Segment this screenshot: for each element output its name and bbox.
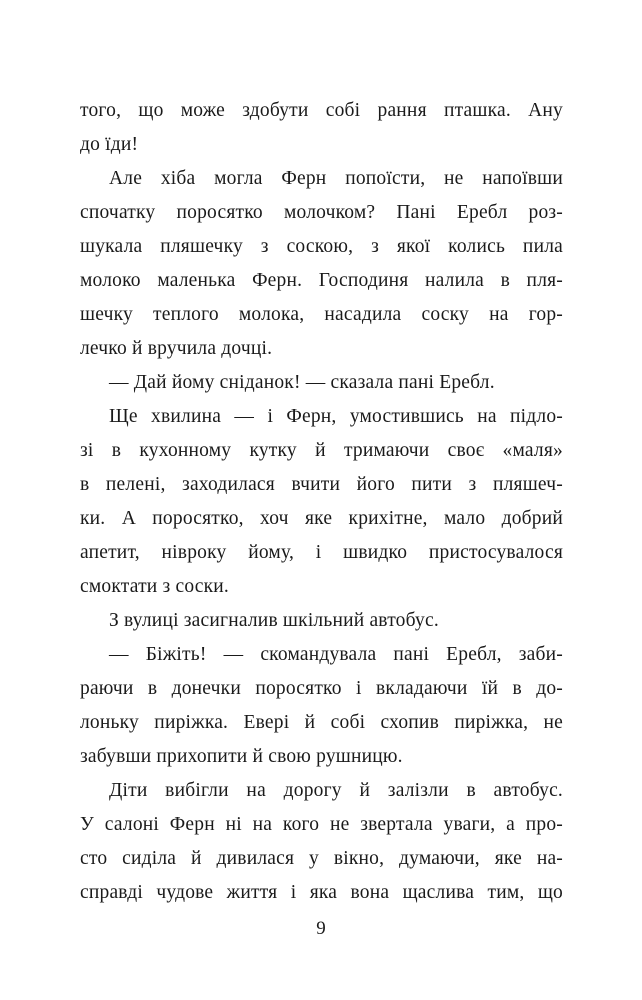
paragraph [80, 400, 563, 604]
text-line: молоко маленька Ферн. Господиня налила в пля- [80, 270, 563, 291]
text-line: — Дай йому сніданок! — сказала пані Еребл. [109, 372, 495, 393]
text-line: до їди! [80, 134, 139, 155]
text-line: спочатку поросятко молочком? Пані Еребл роз- [80, 202, 563, 223]
paragraph [80, 774, 563, 910]
paragraph [80, 162, 563, 366]
text-line: апетит, нівроку йому, і швидко пристосувалося [80, 542, 563, 563]
text-line: — Біжіть! — скомандувала пані Еребл, заби- [109, 644, 563, 665]
page-number: 9 [316, 918, 326, 939]
paragraph [80, 638, 563, 774]
text-line: раючи в донечки поросятко і вкладаючи їй в до- [80, 678, 563, 699]
text-line: лоньку пиріжка. Евері й собі схопив пиріжка, не [80, 712, 563, 733]
text-line: смоктати з соски. [80, 576, 230, 597]
text-line: шечку теплого молока, насадила соску на гор- [80, 304, 563, 325]
text-line: З вулиці засигналив шкільний автобус. [109, 610, 439, 631]
text-line: зі в кухонному кутку й тримаючи своє «маля» [80, 440, 563, 461]
text-block [80, 94, 563, 910]
paragraph [80, 94, 563, 162]
text-line: Але хіба могла Ферн попоїсти, не напоївши [109, 168, 563, 189]
text-line: лечко й вручила дочці. [80, 338, 273, 359]
paragraph [80, 604, 563, 638]
text-line: забувши прихопити й свою рушницю. [80, 746, 403, 767]
text-line: в пелені, заходилася вчити його пити з пляшеч- [80, 474, 563, 495]
text-line: Ще хвилина — і Ферн, умостившись на підло- [109, 406, 563, 427]
text-line: ки. А поросятко, хоч яке крихітне, мало добрий [80, 508, 563, 529]
text-line: У салоні Ферн ні на кого не звертала уваги, а про- [80, 814, 563, 835]
paragraph [80, 366, 563, 400]
text-line: сто сиділа й дивилася у вікно, думаючи, яке на- [80, 848, 563, 869]
text-line: того, що може здобути собі рання пташка. Ану [80, 100, 563, 121]
text-line: шукала пляшечку з соскою, з якої колись пила [80, 236, 563, 257]
text-line: Діти вибігли на дорогу й залізли в автобус. [109, 780, 563, 801]
text-line: справді чудове життя і яка вона щаслива тим, що [80, 882, 563, 903]
